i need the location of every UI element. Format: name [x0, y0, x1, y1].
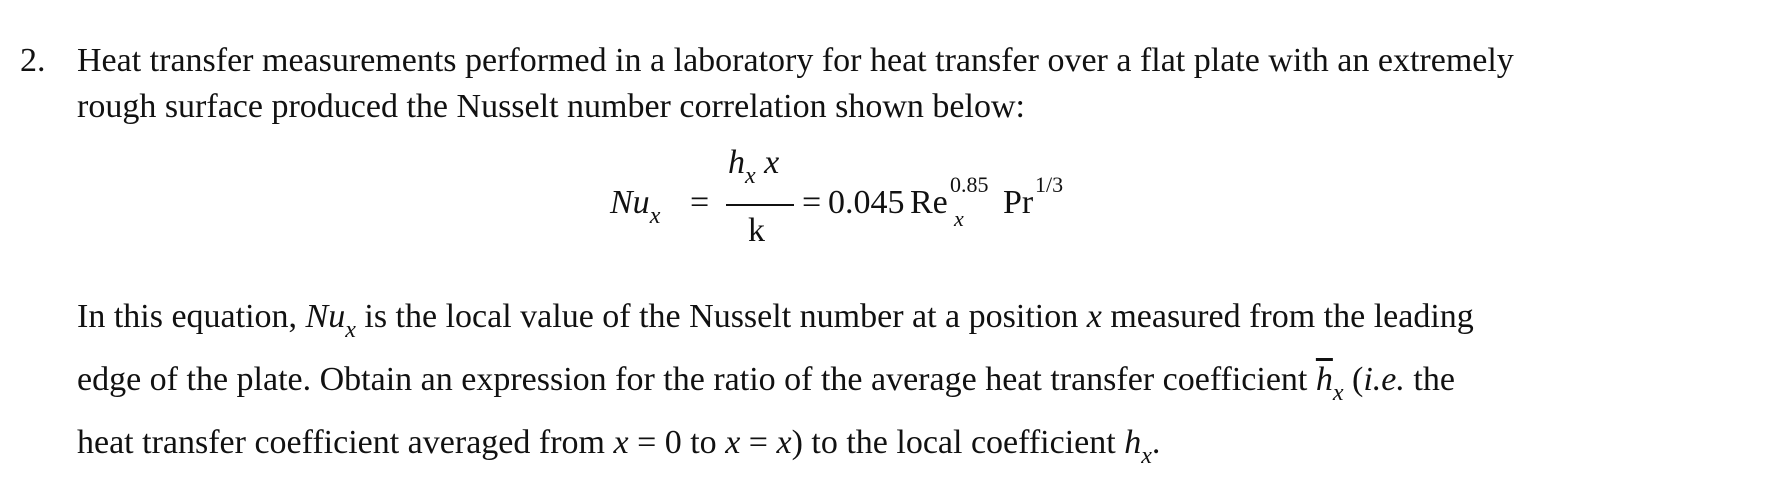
equals-sign-1: = [690, 184, 710, 221]
paragraph-line-3: heat transfer coefficient averaged from x = 0 to x = x) to the local coefficient $h_x$. [77, 424, 1161, 469]
intro-line-1: Heat transfer measurements performed in a laboratory for heat transfer over a flat plate with an extremely [77, 42, 1514, 79]
paragraph-line-1: In this equation, $Nu_x$ is the local value of the Nusselt number at a position x measured from the leading [77, 298, 1474, 343]
fraction-denominator: k [748, 212, 765, 249]
reynolds-subscript: x [954, 206, 964, 231]
prandtl-exponent: 1/3 [1035, 172, 1064, 197]
paragraph-line-2: edge of the plate. Obtain an expression for the ratio of the average heat transfer coefficient $\overline{h}_x$ (i.e. the [77, 361, 1455, 406]
intro-line-2: rough surface produced the Nusselt number correlation shown below: [77, 88, 1025, 125]
reynolds-term: Re [910, 184, 948, 221]
problem-paragraph [77, 287, 1767, 476]
reynolds-exponent: 0.85 [950, 172, 989, 197]
fraction-numerator: $h_x$ x [728, 144, 780, 189]
equals-sign-2: = [802, 184, 822, 221]
prandtl-term: Pr [1003, 184, 1034, 221]
problem-intro [77, 38, 1767, 130]
average-h-symbol: $\overline{h}$ [1315, 361, 1333, 398]
coefficient: 0.045 [828, 184, 905, 221]
fraction-bar [726, 204, 794, 206]
equation-lhs: $Nu_x$ [610, 184, 661, 229]
problem-number: 2. [20, 42, 46, 79]
